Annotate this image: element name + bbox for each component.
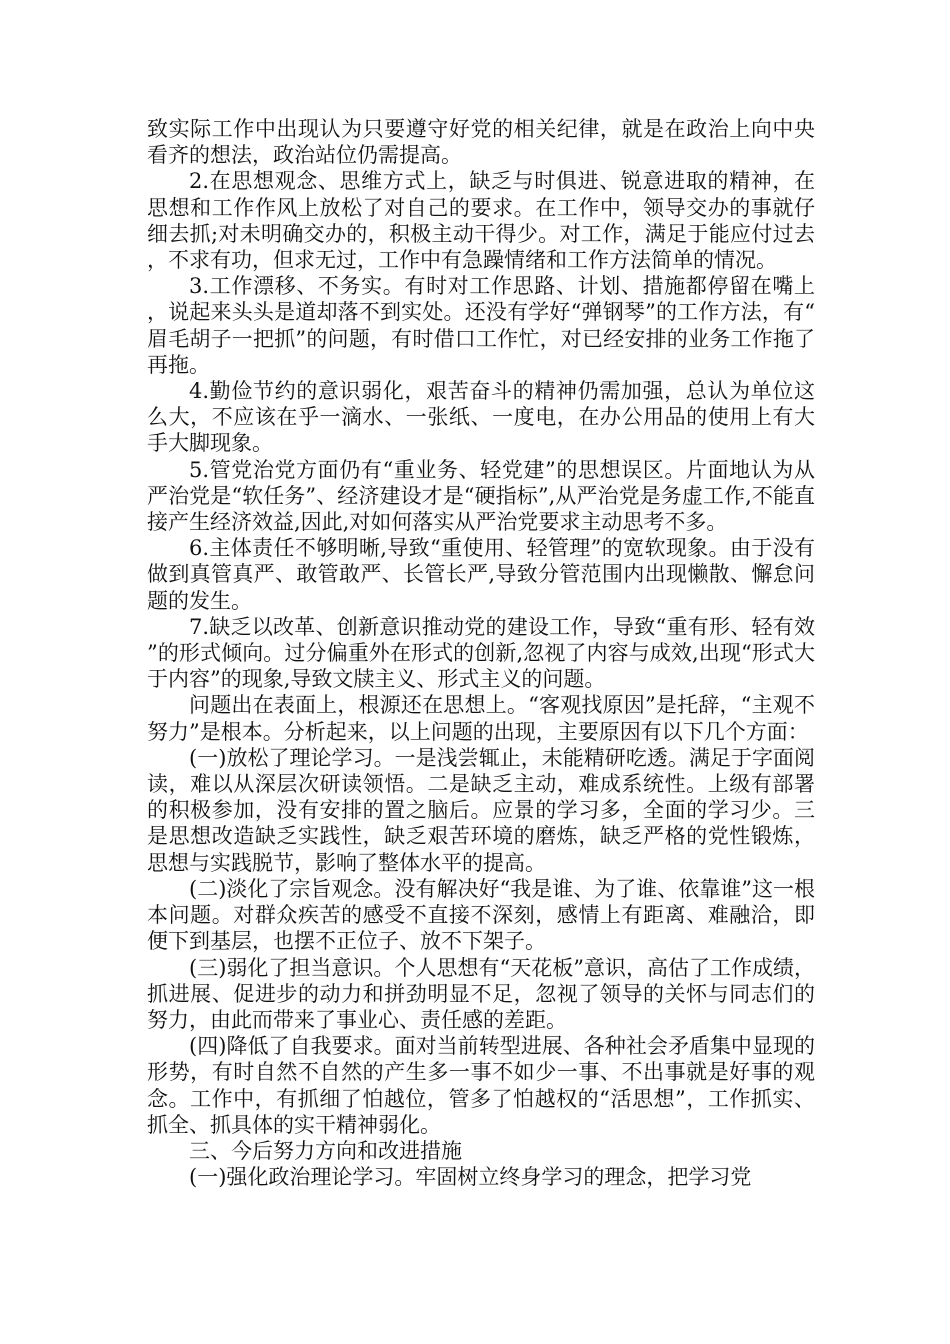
section-heading-3: 三、今后努力方向和改进措施 bbox=[189, 1138, 462, 1163]
paragraph-item-5: 5.管党治党方面仍有“重业务、轻党建”的思想误区。片面地认为从严治党是“软任务”、经济建设才是“硬指标”,从严治党是务虚工作,不能直接产生经济效益,因此,对如何落实从严治党要求主动思考不多。 bbox=[147, 457, 815, 535]
paragraph-intro-continuation: 致实际工作中出现认为只要遵守好党的相关纪律，就是在政治上向中央看齐的想法，政治站位仍需提高。 bbox=[147, 117, 815, 168]
paragraph-cause-2: (二)淡化了宗旨观念。没有解决好“我是谁、为了谁、依靠谁”这一根本问题。对群众疾苦的感受不直接不深刻，感情上有距离、难融洽，即便下到基层，也摆不正位子、放不下架子。 bbox=[147, 876, 815, 954]
paragraph-cause-1: (一)放松了理论学习。一是浅尝辄止，未能精研吃透。满足于字面阅读，难以从深层次研读领悟。二是缺乏主动，难成系统性。上级有部署的积极参加，没有安排的置之脑后。应景的学习多，全面的学习少。三是思想改造缺乏实践性，缺乏艰苦环境的磨炼，缺乏严格的党性锻炼，思想与实践脱节，影响了整体水平的提高。 bbox=[147, 745, 815, 875]
paragraph-item-7: 7.缺乏以改革、创新意识推动党的建设工作，导致“重有形、轻有效”的形式倾向。过分偏重外在形式的创新,忽视了内容与成效,出现“形式大于内容”的现象,导致文牍主义、形式主义的问题。 bbox=[147, 614, 815, 692]
paragraph-item-6: 6.主体责任不够明晰,导致“重使用、轻管理”的宽软现象。由于没有做到真管真严、敢管敢严、长管长严,导致分管范围内出现懒散、懈怠问题的发生。 bbox=[147, 536, 815, 613]
paragraph-item-2: 2.在思想观念、思维方式上，缺乏与时俱进、锐意进取的精神，在思想和工作作风上放松了对自己的要求。在工作中，领导交办的事就仔细去抓;对未明确交办的，积极主动干得少。对工作，满足于能应付过去，不求有功，但求无过，工作中有急躁情绪和工作方法简单的情况。 bbox=[147, 169, 815, 273]
paragraph-item-4: 4.勤俭节约的意识弱化，艰苦奋斗的精神仍需加强，总认为单位这么大，不应该在乎一滴水、一张纸、一度电，在办公用品的使用上有大手大脚现象。 bbox=[147, 379, 815, 456]
paragraph-measure-1: (一)强化政治理论学习。牢固树立终身学习的理念，把学习党 bbox=[189, 1165, 752, 1190]
paragraph-cause-4: (四)降低了自我要求。面对当前转型进展、各种社会矛盾集中显现的形势，有时自然不自然的产生多一事不如少一事、不出事就是好事的观念。工作中，有抓细了怕越位，管多了怕越权的“活思想”，工作抓实、抓全、抓具体的实干精神弱化。 bbox=[147, 1034, 815, 1137]
paragraph-item-3: 3.工作漂移、不务实。有时对工作思路、计划、措施都停留在嘴上，说起来头头是道却落不到实处。还没有学好“弹钢琴”的工作方法，有“眉毛胡子一把抓”的问题，有时借口工作忙，对已经安排的业务工作拖了再拖。 bbox=[147, 274, 815, 377]
paragraph-root-cause: 问题出在表面上，根源还在思想上。“客观找原因”是托辞，“主观不努力”是根本。分析起来，以上问题的出现，主要原因有以下几个方面： bbox=[147, 693, 815, 744]
document-page bbox=[147, 116, 815, 1190]
paragraph-cause-3: (三)弱化了担当意识。个人思想有“天花板”意识，高估了工作成绩，抓进展、促进步的动力和拼劲明显不足，忽视了领导的关怀与同志们的努力，由此而带来了事业心、责任感的差距。 bbox=[147, 955, 815, 1032]
